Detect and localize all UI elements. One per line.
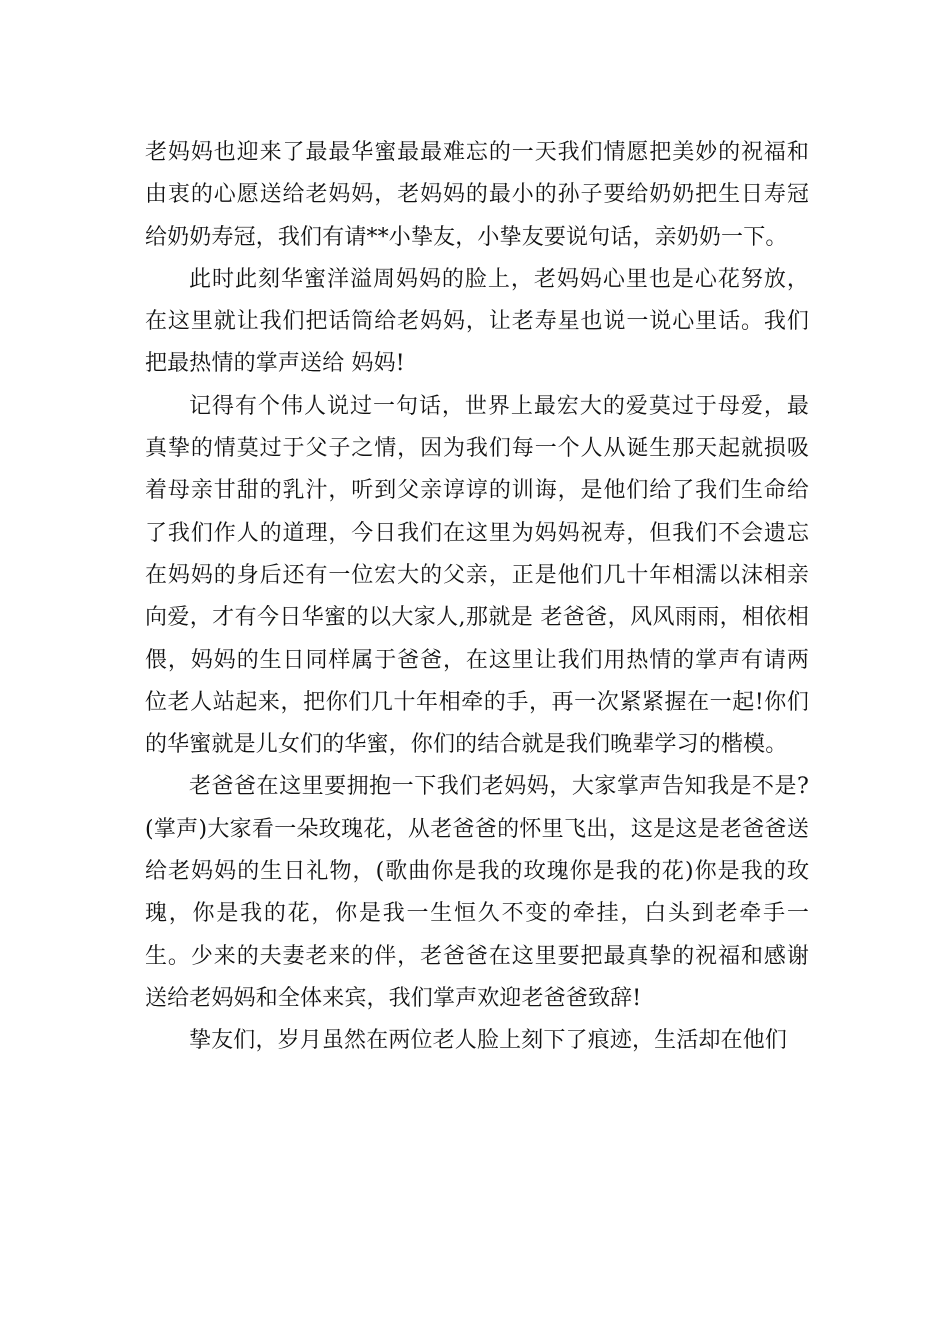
paragraph-1: 老妈妈也迎来了最最华蜜最最难忘的一天我们情愿把美妙的祝福和由衷的心愿送给老妈妈，老妈妈的最小的孙子要给奶奶把生日寿冠给奶奶寿冠，我们有请**小挚友，小挚友要说句话，亲奶奶一下。	[145, 140, 809, 250]
paragraph-3: 记得有个伟人说过一句话，世界上最宏大的爱莫过于母爱，最真挚的情莫过于父子之情，因为我们每一个人从诞生那天起就损吸着母亲甘甜的乳汁，听到父亲谆谆的训诲，是他们给了我们生命给了我们作人的道理，今日我们在这里为妈妈祝寿，但我们不会遗忘在妈妈的身后还有一位宏大的父亲，正是他们几十年相濡以沫相亲向爱，才有今日华蜜的以大家人,那就是 老爸爸，风风雨雨，相依相偎，妈妈的生日同样属于爸爸，在这里让我们用热情的掌声有请两位老人站起来，把你们几十年相牵的手，再一次紧紧握在一起!你们的华蜜就是儿女们的华蜜，你们的结合就是我们晚辈学习的楷模。	[145, 393, 809, 758]
document-body	[145, 132, 809, 1063]
paragraph-4: 老爸爸在这里要拥抱一下我们老妈妈，大家掌声告知我是不是?(掌声)大家看一朵玫瑰花，从老爸爸的怀里飞出，这是这是老爸爸送给老妈妈的生日礼物，(歌曲你是我的玫瑰你是我的花)你是我的玫瑰，你是我的花，你是我一生恒久不变的牵挂，白头到老牵手一生。少来的夫妻老来的伴，老爸爸在这里要把最真挚的祝福和感谢送给老妈妈和全体来宾，我们掌声欢迎老爸爸致辞!	[145, 774, 809, 1011]
paragraph-5: 挚友们，岁月虽然在两位老人脸上刻下了痕迹，生活却在他们	[189, 1028, 788, 1054]
paragraph-2: 此时此刻华蜜洋溢周妈妈的脸上，老妈妈心里也是心花努放，在这里就让我们把话筒给老妈妈，让老寿星也说一说心里话。我们把最热情的掌声送给 妈妈!	[145, 266, 809, 377]
